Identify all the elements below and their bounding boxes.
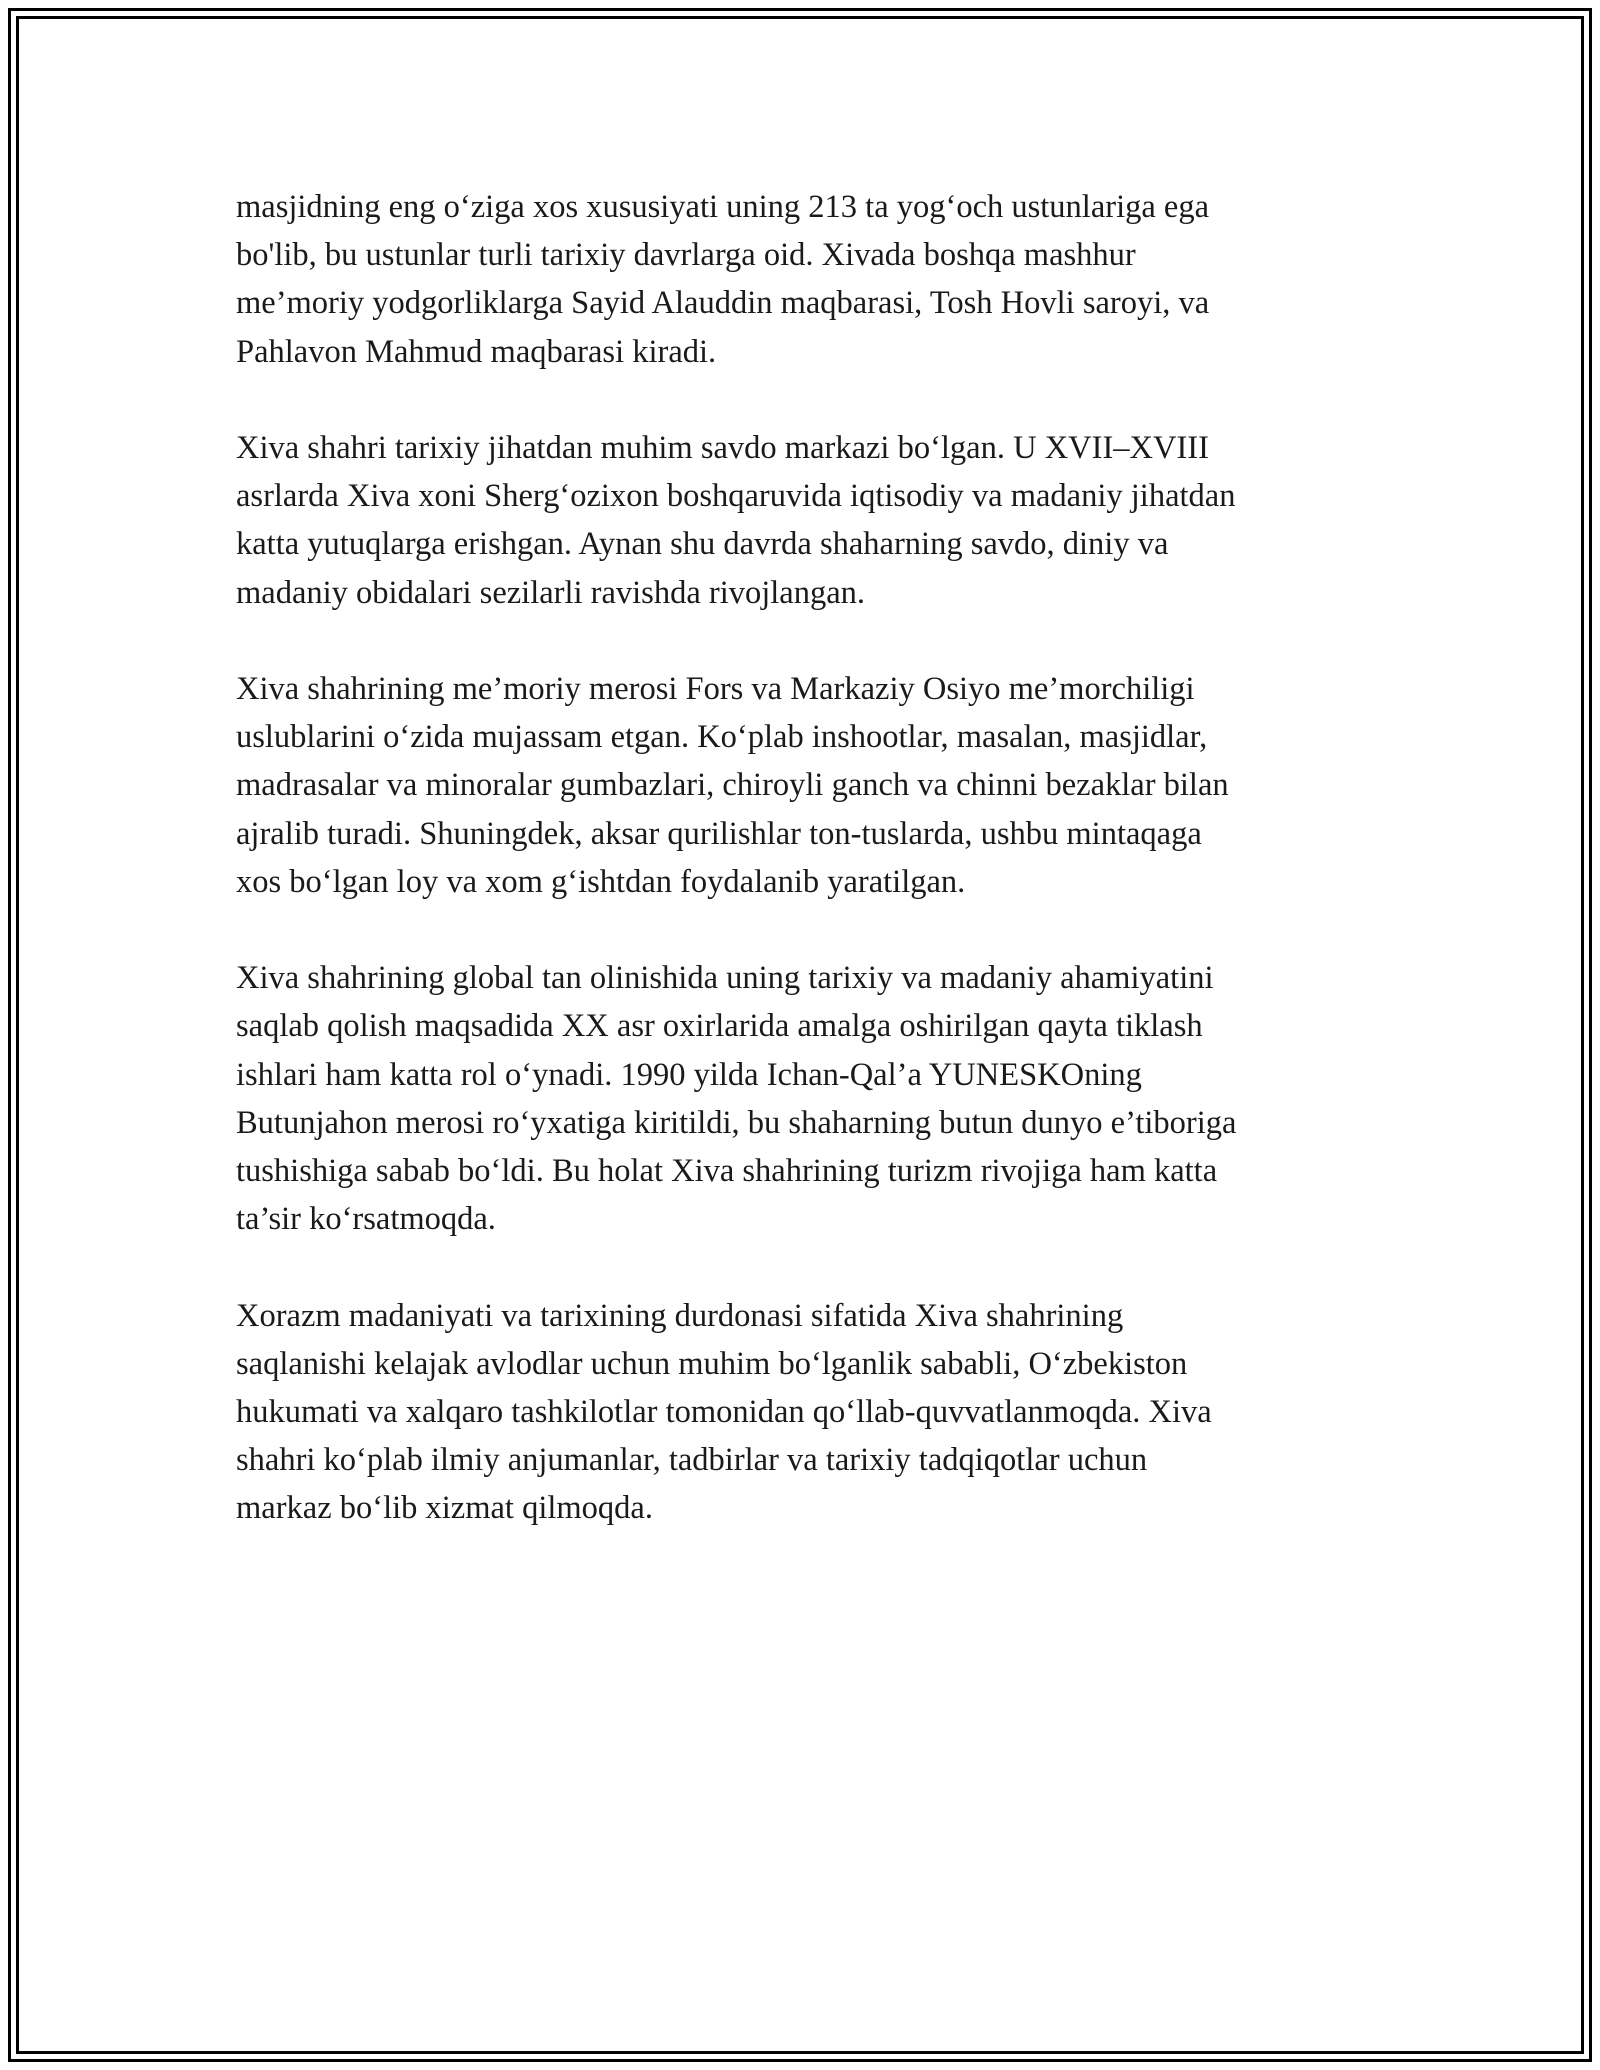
paragraph-line: madaniy obidalari sezilarli ravishda rivojlangan. bbox=[236, 574, 866, 611]
paragraph-line: uslublarini o‘zida mujassam etgan. Ko‘plab inshootlar, masalan, masjidlar, bbox=[236, 719, 1208, 756]
paragraph-line: katta yutuqlarga erishgan. Aynan shu davrda shaharning savdo, diniy va bbox=[236, 526, 1169, 563]
paragraph-line: shahri ko‘plab ilmiy anjumanlar, tadbirlar va tarixiy tadqiqotlar uchun bbox=[236, 1442, 1148, 1479]
paragraph-line: masjidning eng o‘ziga xos xususiyati uning 213 ta yog‘och ustunlariga ega bbox=[236, 189, 1210, 225]
paragraph-line: madrasalar va minoralar gumbazlari, chiroyli ganch va chinni bezaklar bilan bbox=[236, 767, 1229, 804]
paragraph-5 bbox=[236, 1292, 1416, 1533]
paragraph-2 bbox=[236, 424, 1416, 617]
paragraph-line: ta’sir ko‘rsatmoqda. bbox=[236, 1201, 496, 1238]
paragraph-line: saqlab qolish maqsadida XX asr oxirlarida amalga oshirilgan qayta tiklash bbox=[236, 1008, 1203, 1045]
paragraph-4 bbox=[236, 954, 1416, 1243]
paragraph-line: markaz bo‘lib xizmat qilmoqda. bbox=[236, 1490, 653, 1527]
paragraph-line: Xiva shahri tarixiy jihatdan muhim savdo markazi bo‘lgan. U XVII–XVIII bbox=[236, 430, 1209, 466]
paragraph-line: bo'lib, bu ustunlar turli tarixiy davrlarga oid. Xivada boshqa mashhur bbox=[236, 237, 1136, 274]
paragraph-line: Xorazm madaniyati va tarixining durdonasi sifatida Xiva shahrining bbox=[236, 1297, 1124, 1334]
paragraph-line: asrlarda Xiva xoni Sherg‘ozixon boshqaruvida iqtisodiy va madaniy jihatdan bbox=[236, 478, 1236, 515]
paragraph-line: xos bo‘lgan loy va xom g‘ishtdan foydalanib yaratilgan. bbox=[236, 863, 966, 900]
paragraph-1 bbox=[236, 183, 1416, 376]
paragraph-line: saqlanishi kelajak avlodlar uchun muhim bo‘lganlik sababli, O‘zbekiston bbox=[236, 1345, 1188, 1382]
paragraph-line: me’moriy yodgorliklarga Sayid Alauddin maqbarasi, Tosh Hovli saroyi, va bbox=[236, 285, 1210, 322]
paragraph-line: ajralib turadi. Shuningdek, aksar qurilishlar ton-tuslarda, ushbu mintaqaga bbox=[236, 815, 1202, 852]
paragraph-line: Xiva shahrining global tan olinishida uning tarixiy va madaniy ahamiyatini bbox=[236, 960, 1214, 997]
paragraph-line: Pahlavon Mahmud maqbarasi kiradi. bbox=[236, 333, 717, 370]
paragraph-line: hukumati va xalqaro tashkilotlar tomonidan qo‘llab-quvvatlanmoqda. Xiva bbox=[236, 1394, 1212, 1431]
paragraph-line: tushishiga sabab bo‘ldi. Bu holat Xiva shahrining turizm rivojiga ham katta bbox=[236, 1153, 1218, 1190]
paragraph-line: ishlari ham katta rol o‘ynadi. 1990 yilda Ichan-Qal’a YUNESKOning bbox=[236, 1056, 1142, 1093]
paragraph-line: Butunjahon merosi ro‘yxatiga kiritildi, bu shaharning butun dunyo e’tiboriga bbox=[236, 1104, 1237, 1141]
paragraph-line: Xiva shahrining me’moriy merosi Fors va Markaziy Osiyo me’morchiligi bbox=[236, 671, 1195, 707]
document-body bbox=[236, 183, 1416, 1581]
paragraph-3 bbox=[236, 665, 1416, 906]
